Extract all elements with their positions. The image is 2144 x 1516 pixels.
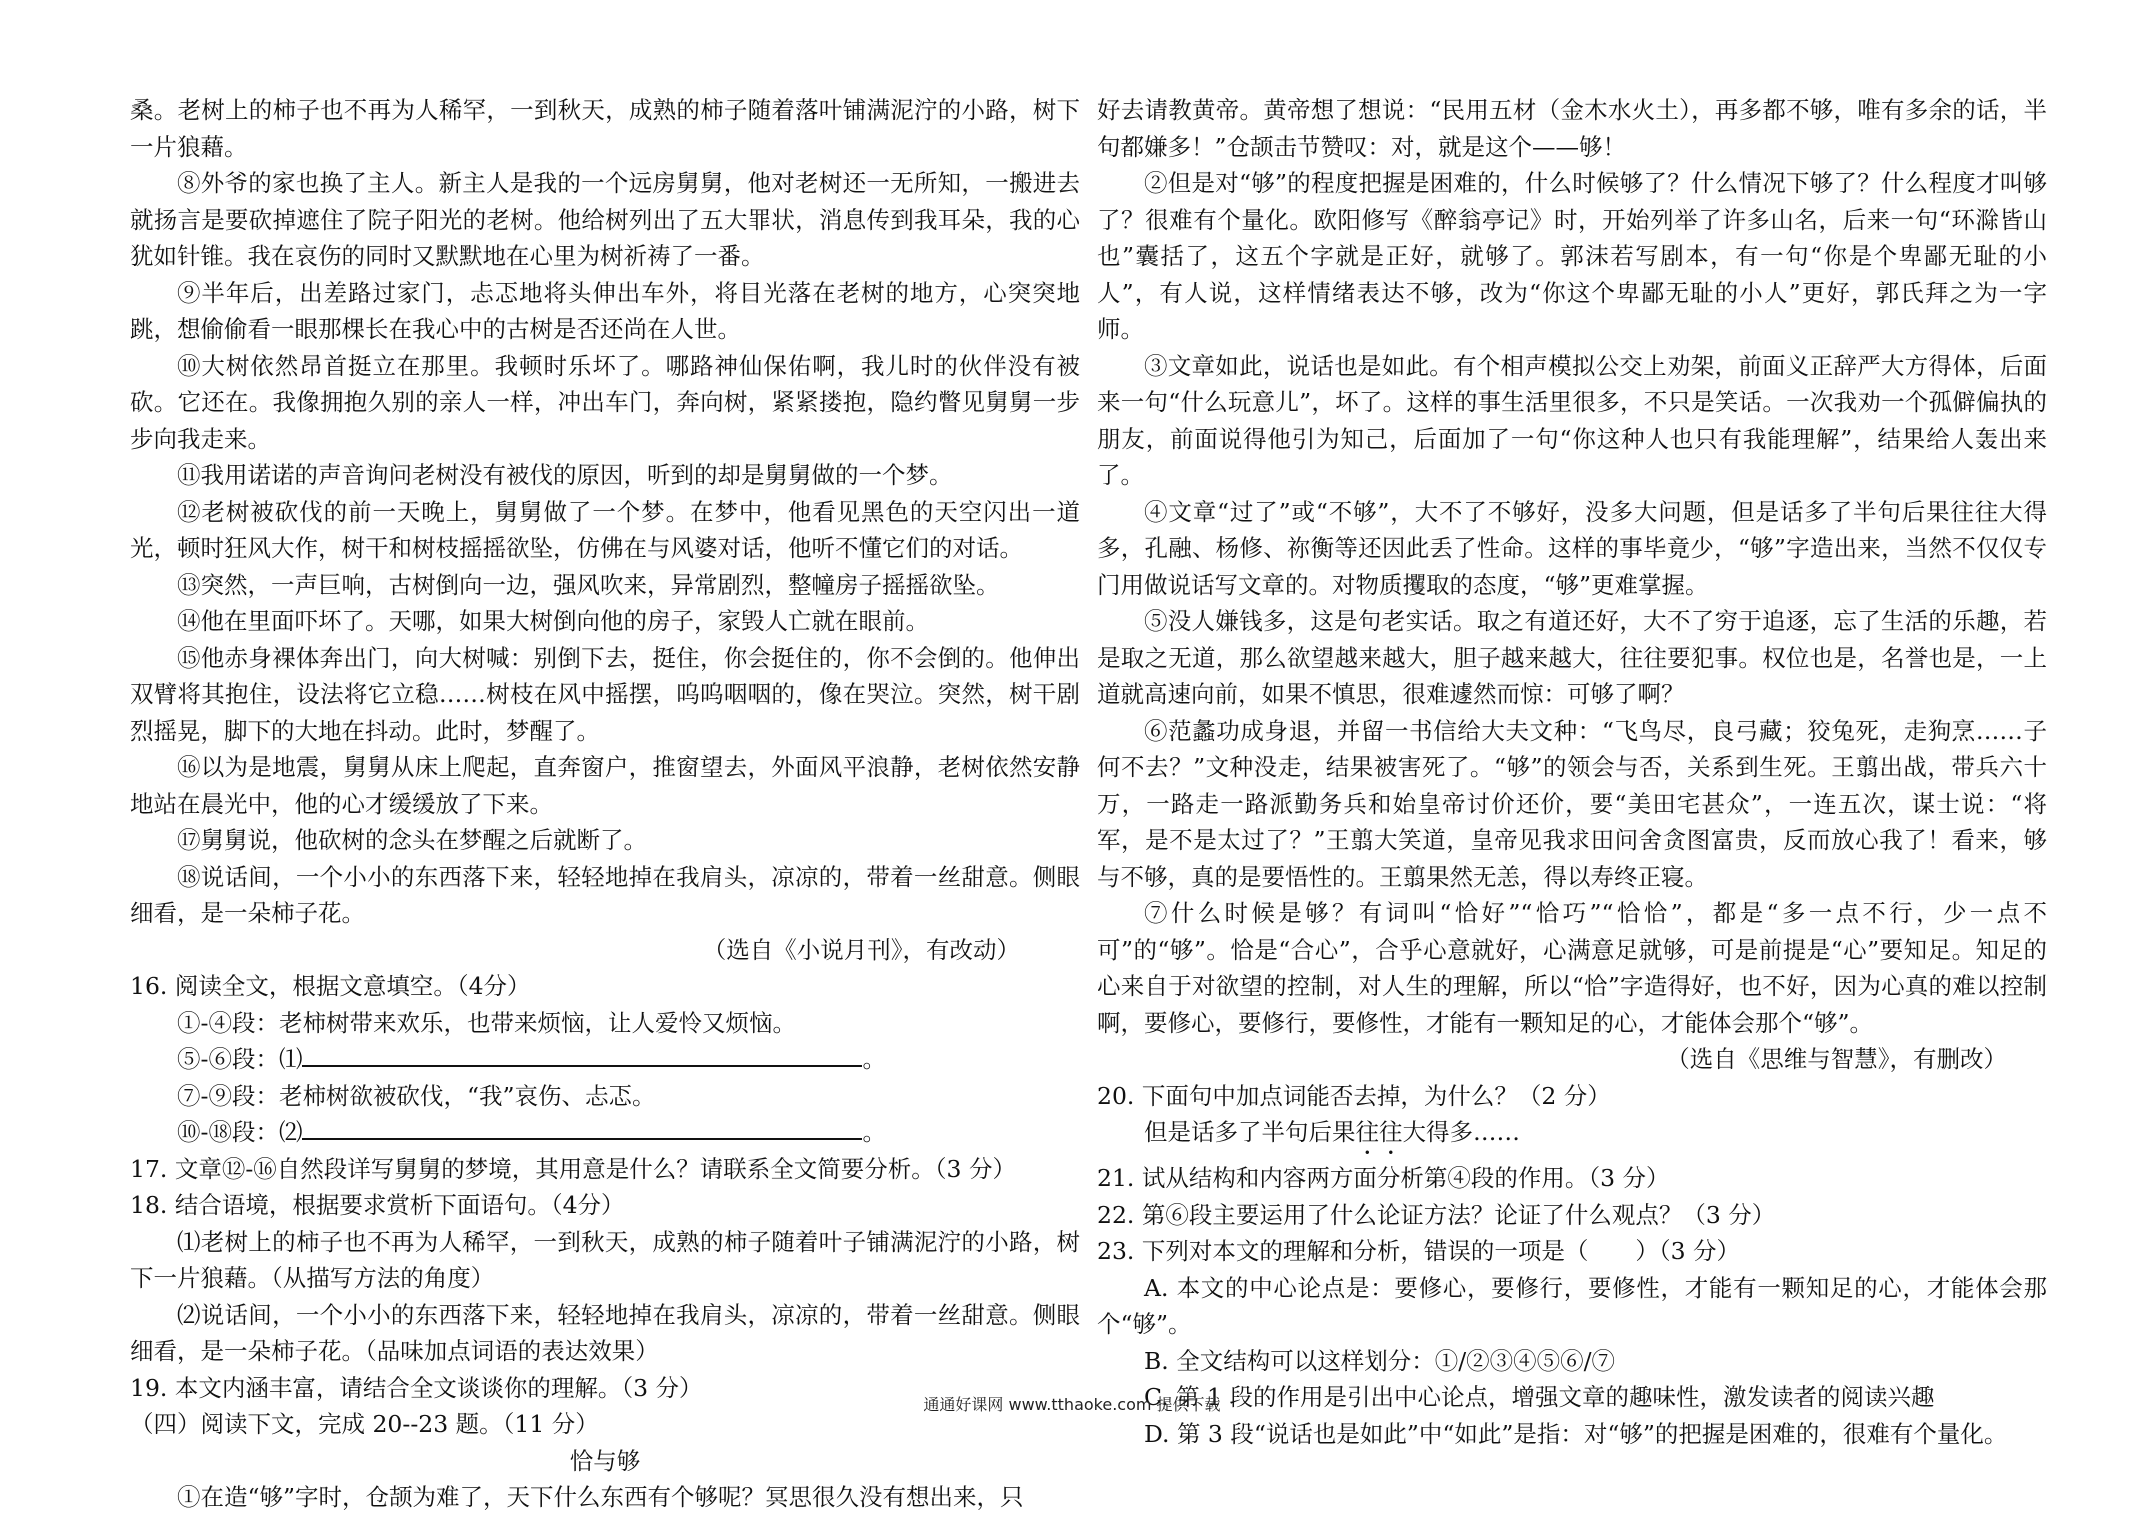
question-16-line-3: ⑦-⑨段：老柿树欲被砍伐，“我”哀伤、忐忑。 [177,1081,656,1110]
question-22: 22. 第⑥段主要运用了什么论证方法？论证了什么观点？（3 分） [1097,1200,1776,1229]
footer-credit: 通通好课网 www.tthaoke.com 提供下载 [923,1395,1221,1414]
question-20-sentence [1097,1114,2047,1160]
article-paragraph-3: ③文章如此，说话也是如此。有个相声模拟公交上劝架，前面义正辞严大方得体，后面来一句“什么玩意儿”，坏了。这样的事生活里很多，不只是笑话。一次我劝一个孤僻偏执的朋友，前面说得他引为知己，后面加了一句“你这种人也只有我能理解”，结果给人轰出来了。 [1097,351,2047,489]
paragraph-9: ⑨半年后，出差路过家门，忐忑地将头伸出车外，将目光落在老树的地方，心突突地跳，想偷偷看一眼那棵长在我心中的古树是否还尚在人世。 [130,278,1080,343]
option-b[interactable]: B. 全文结构可以这样划分：①/②③④⑤⑥/⑦ [1144,1346,1616,1375]
article-paragraph-1: ①在造“够”字时，仓颉为难了，天下什么东西有个够呢？冥思很久没有想出来，只 [177,1483,1024,1511]
paragraph-11: ⑪我用诺诺的声音询问老树没有被伐的原因，听到的却是舅舅做的一个梦。 [177,461,953,489]
right-column [1097,92,2047,1452]
option-d[interactable]: D. 第 3 段“说话也是如此”中“如此”是指：对“够”的把握是困难的，很难有个量化。 [1144,1419,2008,1448]
article-paragraph-1-end: 好去请教黄帝。黄帝想了想说：“民用五材（金木水火土），再多都不够，唯有多余的话，半句都嫌多！”仓颉击节赞叹：对，就是这个——够！ [1097,96,2047,161]
sentence-part-a: 但是话多了半句后果 [1144,1118,1356,1146]
question-21: 21. 试从结构和内容两方面分析第④段的作用。（3 分） [1097,1164,1670,1192]
question-16-line-2 [130,1041,1080,1078]
paragraph-16: ⑯以为是地震，舅舅从床上爬起，直奔窗户，推窗望去，外面风平浪静，老树依然安静地站在晨光中，他的心才缓缓放了下来。 [130,753,1080,818]
source-note: （选自《小说月刊》，有改动） [702,935,1020,964]
dotted-word: 往往 [1355,1118,1403,1146]
question-16-line-4-label: ⑩-⑱段：⑵ [177,1118,303,1146]
sentence-part-b: 大得多…… [1402,1118,1520,1146]
question-18: 18. 结合语境，根据要求赏析下面语句。（4分） [130,1191,625,1219]
article-paragraph-5: ⑤没人嫌钱多，这是句老实话。取之有道还好，大不了穷于追逐，忘了生活的乐趣，若是取之无道，那么欲望越来越大，胆子越来越大，往往要犯事。权位也是，名誉也是，一上道就高速向前，如果不慎思，很难遽然而惊：可够了啊？ [1097,607,2047,708]
paragraph-17: ⑰舅舅说，他砍树的念头在梦醒之后就断了。 [177,826,647,854]
answer-blank-2[interactable] [302,1116,862,1140]
end-mark: 。 [862,1045,886,1073]
question-23: 23. 下列对本文的理解和分析，错误的一项是（ ）（3 分） [1097,1237,1741,1265]
paragraph-8: ⑧外爷的家也换了主人。新主人是我的一个远房舅舅，他对老树还一无所知，一搬进去就扬言是要砍掉遮住了院子阳光的老树。他给树列出了五大罪状，消息传到我耳朵，我的心犹如针锥。我在哀伤的同时又默默地在心里为树祈祷了一番。 [130,169,1080,270]
article-paragraph-4: ④文章“过了”或“不够”，大不了不够好，没多大问题，但是话多了半句后果往往大得多，孔融、杨修、祢衡等还因此丢了性命。这样的事毕竟少，“够”字造出来，当然不仅仅专门用做说话写文章的。对物质攫取的态度，“够”更难掌握。 [1097,497,2047,599]
article-paragraph-7: ⑦什么时候是够？有词叫“恰好”“恰巧”“恰恰”，都是“多一点不行，少一点不可”的“够”。恰是“合心”，合乎心意就好，心满意足就够，可是前提是“心”要知足。知足的心来自于对欲望的控制，对人生的理解，所以“恰”字造得好，也不好，因为心真的难以控制啊，要修心，要修行，要修性，才能有一颗知足的心，才能体会那个“够”。 [1097,899,2047,1037]
article-paragraph-6: ⑥范蠡功成身退，并留一书信给大夫文种：“飞鸟尽，良弓藏；狡兔死，走狗烹……子何不去？”文种没走，结果被害死了。“够”的领会与否，关系到生死。王翦出战，带兵六十万，一路走一路派勤务兵和始皇帝讨价还价，要“美田宅甚众”，一连五次，谋士说：“将军，是不是太过了？”王翦大笑道，皇帝见我求田问舍贪图富贵，反而放心我了！看来，够与不够，真的是要悟性的。王翦果然无恙，得以寿终正寝。 [1097,716,2047,891]
question-18-item-1: ⑴老树上的柿子也不再为人稀罕，一到秋天，成熟的柿子随着叶子铺满泥泞的小路，树下一片狼藉。（从描写方法的角度） [130,1227,1080,1292]
option-a[interactable]: A. 本文的中心论点是：要修心，要修行，要修性，才能有一颗知足的心，才能体会那个“够”。 [1097,1273,2047,1338]
paragraph-10: ⑩大树依然昂首挺立在那里。我顿时乐坏了。哪路神仙保佑啊，我儿时的伙伴没有被砍。它还在。我像拥抱久别的亲人一样，冲出车门，奔向树，紧紧搂抱，隐约瞥见舅舅一步步向我走来。 [130,351,1080,453]
article-title: 恰与够 [569,1446,641,1475]
question-16: 16. 阅读全文，根据文意填空。（4分） [130,972,531,1000]
paragraph-13: ⑬突然，一声巨响，古树倒向一边，强风吹来，异常剧烈，整幢房子摇摇欲坠。 [177,570,1000,599]
left-column [130,92,1080,1516]
source-note: （选自《思维与智慧》，有删改） [1666,1045,2007,1073]
question-19: 19. 本文内涵丰富，请结合全文谈谈你的理解。（3 分） [130,1373,703,1402]
option-c[interactable]: C. 第 1 段的作用是引出中心论点，增强文章的趣味性，激发读者的阅读兴趣 [1144,1383,1935,1411]
paragraph-14: ⑭他在里面吓坏了。天哪，如果大树倒向他的房子，家毁人亡就在眼前。 [177,607,929,635]
section-4-heading: （四）阅读下文，完成 20--23 题。（11 分） [130,1410,599,1438]
end-mark: 。 [862,1118,886,1146]
question-16-line-4 [130,1114,1080,1151]
question-16-line-2-label: ⑤-⑥段：⑴ [177,1045,303,1073]
paragraph-12: ⑫老树被砍伐的前一天晚上，舅舅做了一个梦。在梦中，他看见黑色的天空闪出一道光，顿时狂风大作，树干和树枝摇摇欲坠，仿佛在与风婆对话，他听不懂它们的对话。 [130,497,1080,562]
paragraph-7-end: 桑。老树上的柿子也不再为人稀罕，一到秋天，成熟的柿子随着落叶铺满泥泞的小路，树下一片狼藉。 [130,96,1080,161]
paragraph-18: ⑱说话间，一个小小的东西落下来，轻轻地掉在我肩头，凉凉的，带着一丝甜意。侧眼细看，是一朵柿子花。 [130,862,1080,927]
question-20: 20. 下面句中加点词能否去掉，为什么？（2 分） [1097,1081,1611,1110]
article-paragraph-2: ②但是对“够”的程度把握是困难的，什么时候够了？什么情况下够了？什么程度才叫够了？很难有个量化。欧阳修写《醉翁亭记》时，开始列举了许多山名，后来一句“环滁皆山也”囊括了，这五个字就是正好，就够了。郭沫若写剧本，有一句“你是个卑鄙无耻的小人”，有人说，这样情绪表达不够，改为“你这个卑鄙无耻的小人”更好，郭氏拜之为一字师。 [1097,169,2047,343]
paragraph-15: ⑮他赤身裸体奔出门，向大树喊：别倒下去，挺住，你会挺住的，你不会倒的。他伸出双臂将其抱住，设法将它立稳……树枝在风中摇摆，呜呜咽咽的，像在哭泣。突然，树干剧烈摇晃，脚下的大地在抖动。此时，梦醒了。 [130,643,1080,745]
question-18-item-2: ⑵说话间，一个小小的东西落下来，轻轻地掉在我肩头，凉凉的，带着一丝甜意。侧眼细看，是一朵柿子花。（品味加点词语的表达效果） [130,1300,1080,1365]
question-17: 17. 文章⑫-⑯自然段详写舅舅的梦境，其用意是什么？请联系全文简要分析。（3 分） [130,1154,1016,1183]
question-16-line-1: ①-④段：老柿树带来欢乐，也带来烦恼，让人爱怜又烦恼。 [177,1008,796,1037]
answer-blank-1[interactable] [302,1043,862,1067]
